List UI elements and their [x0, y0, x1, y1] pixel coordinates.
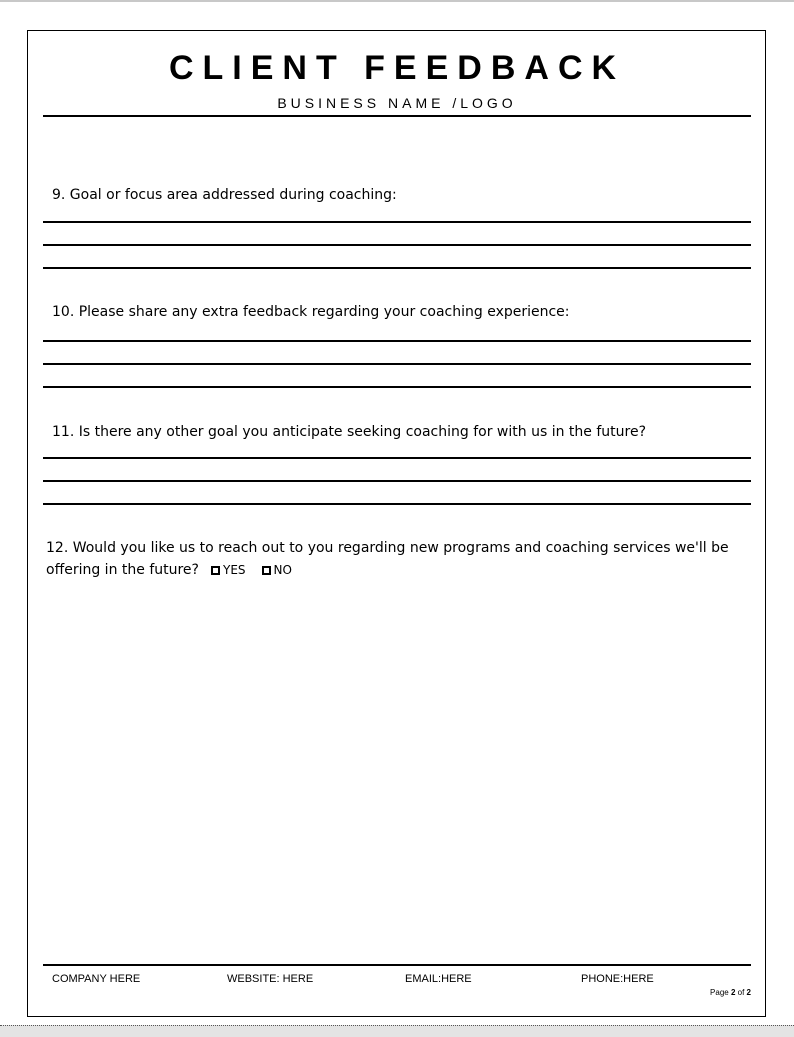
- answer-line-10-1[interactable]: [43, 340, 751, 342]
- answer-line-11-1[interactable]: [43, 457, 751, 459]
- no-checkbox[interactable]: [262, 566, 271, 575]
- yes-checkbox[interactable]: [211, 566, 220, 575]
- document-page: [27, 30, 766, 1017]
- answer-line-11-2[interactable]: [43, 480, 751, 482]
- answer-line-9-2[interactable]: [43, 244, 751, 246]
- answer-line-9-1[interactable]: [43, 221, 751, 223]
- answer-line-10-3[interactable]: [43, 386, 751, 388]
- answer-line-10-2[interactable]: [43, 363, 751, 365]
- question-11: 11. Is there any other goal you anticipate seeking coaching for with us in the future?: [52, 424, 646, 440]
- page-current: 2: [730, 988, 736, 997]
- question-12-text: 12. Would you like us to reach out to you regarding new programs and coaching services we'll be offering in the future?: [46, 540, 729, 578]
- footer-website: WEBSITE: HERE: [227, 973, 314, 985]
- viewer-top-edge: [0, 0, 794, 2]
- page-of: of: [737, 988, 745, 997]
- header-divider: [43, 115, 751, 117]
- page-number: [710, 988, 751, 998]
- business-name-logo: BUSINESS NAME /LOGO: [277, 95, 517, 111]
- page-total: 2: [746, 988, 751, 997]
- footer-email: EMAIL:HERE: [405, 973, 472, 985]
- footer-divider: [43, 964, 751, 966]
- footer-company: COMPANY HERE: [52, 973, 141, 985]
- question-12: [46, 537, 746, 581]
- answer-line-9-3[interactable]: [43, 267, 751, 269]
- no-option-label: NO: [273, 563, 292, 577]
- question-9: 9. Goal or focus area addressed during coaching:: [52, 187, 397, 203]
- document-title: CLIENT FEEDBACK: [168, 49, 626, 87]
- question-10: 10. Please share any extra feedback regarding your coaching experience:: [52, 304, 570, 320]
- footer-phone: PHONE:HERE: [581, 973, 654, 985]
- viewer-bottom-edge: [0, 1025, 794, 1037]
- page-label: Page: [710, 988, 729, 997]
- yes-option-label: YES: [222, 563, 246, 577]
- answer-line-11-3[interactable]: [43, 503, 751, 505]
